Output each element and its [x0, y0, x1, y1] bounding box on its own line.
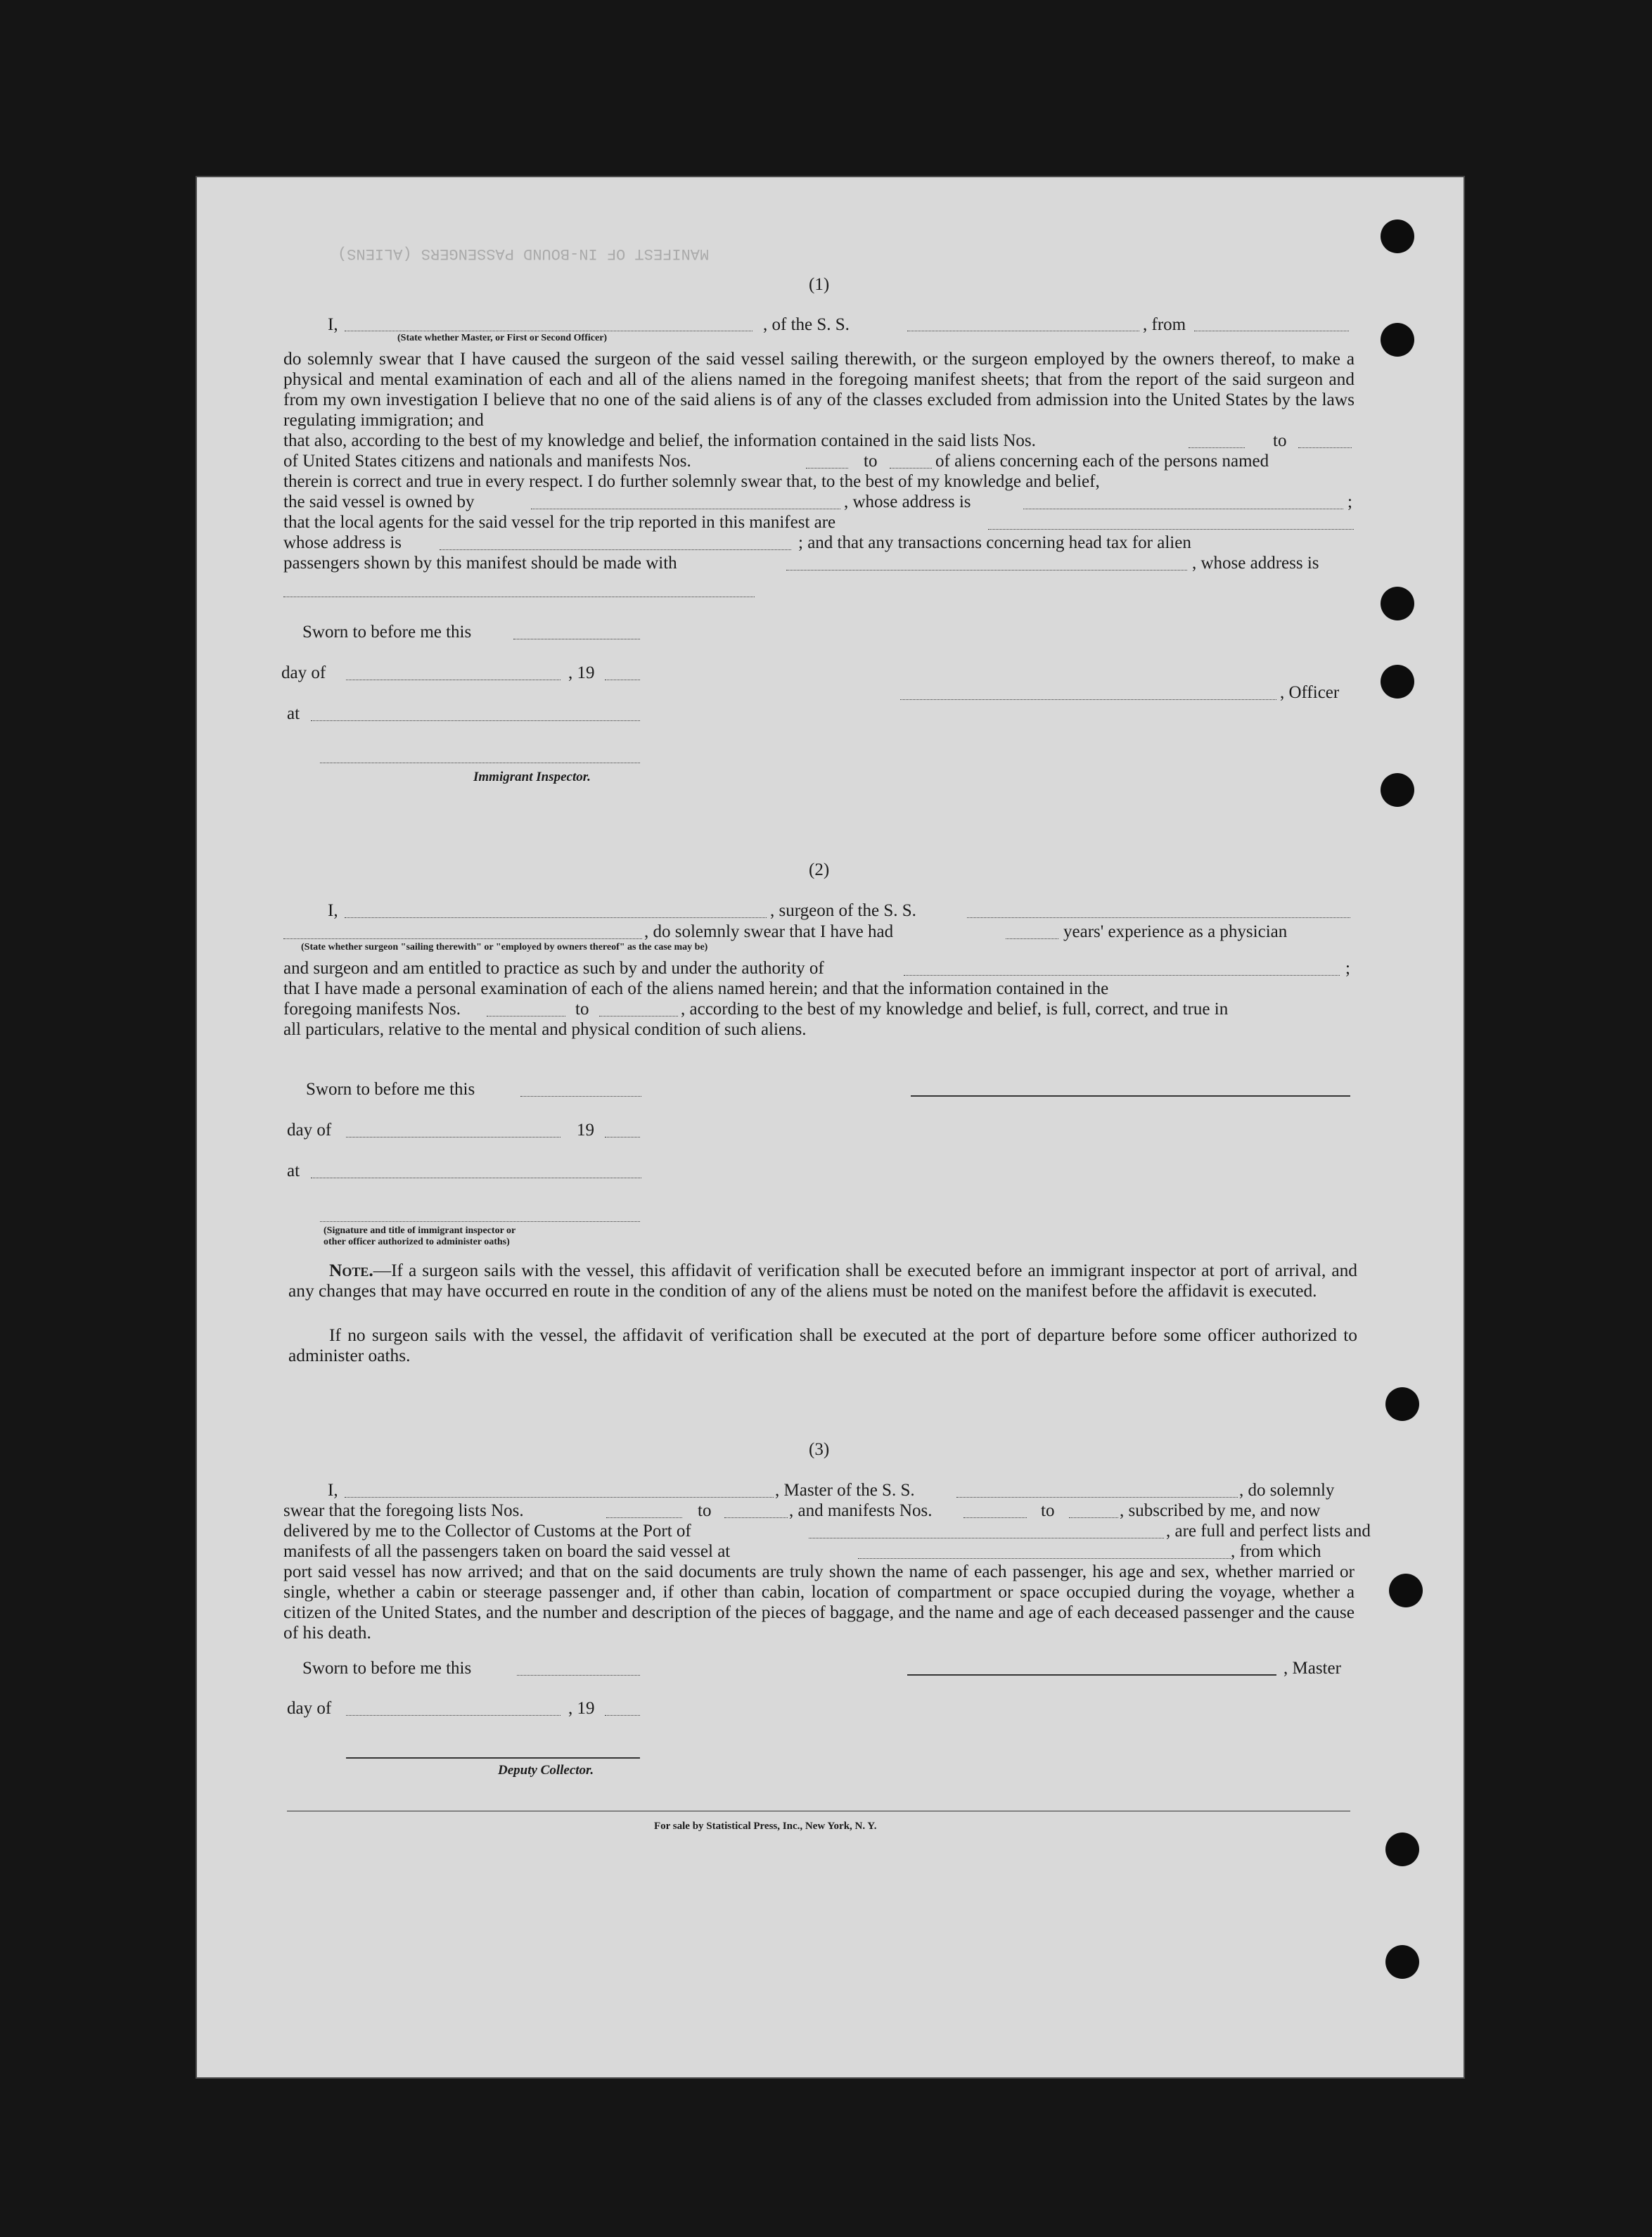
binder-hole: [1381, 323, 1414, 357]
local-agents-label: that the local agents for the said vessel for the trip reported in this manifest are: [283, 513, 836, 532]
surgeon-of-label: , surgeon of the S. S.: [770, 901, 916, 920]
of-ss-label: , of the S. S.: [763, 315, 850, 334]
lists-to-field[interactable]: [1298, 447, 1352, 448]
section-2-i: I,: [328, 901, 338, 920]
year-field-3[interactable]: [605, 1715, 640, 1716]
s3-lists-to-field[interactable]: [724, 1517, 788, 1518]
day-of-label-2: day of: [287, 1121, 332, 1140]
year-label-1: , 19: [568, 663, 595, 682]
bleed-through-header: MANIFEST OF IN-BOUND PASSENGERS (ALIENS): [338, 245, 710, 262]
manifests-from-field[interactable]: [806, 468, 848, 469]
boarding-port-field[interactable]: [858, 1558, 1231, 1559]
binder-hole: [1381, 587, 1414, 620]
binder-hole: [1385, 1387, 1419, 1421]
sworn-label-1: Sworn to before me this: [302, 623, 472, 642]
full-perfect-label: , are full and perfect lists and: [1166, 1522, 1371, 1541]
manifest-page: [196, 176, 1465, 2079]
foregoing-to-label: to: [575, 1000, 589, 1019]
signature-note-line-1: (Signature and title of immigrant inspector or: [324, 1225, 516, 1236]
inspector-signature-line-2[interactable]: [911, 1095, 1350, 1097]
signature-field-2[interactable]: [320, 1221, 640, 1222]
section-1-paragraph: do solemnly swear that I have caused the surgeon of the said vessel sailing therewith, or the surgeon employed by the owners thereof, to make a physical and mental examination of each and all of the aliens named in the foregoing manifest sheets; that from the report of the said surgeon and from my own investigation I believe that no one of the said aliens is of any of the classes excluded from admission into the United States by the laws regulating immigration; and: [283, 349, 1355, 430]
s3-manifests-to-label: to: [1041, 1501, 1055, 1520]
years-label: years' experience as a physician: [1063, 922, 1288, 941]
lists-to-label: to: [1273, 431, 1287, 450]
note-paragraph-2: If no surgeon sails with the vessel, the affidavit of verification shall be executed at the port of departure before some officer authorized to administer oaths.: [288, 1325, 1357, 1365]
surgeon-status-field[interactable]: [283, 938, 642, 939]
s3-lists-from-field[interactable]: [606, 1517, 682, 1518]
swear-lists-label: swear that the foregoing lists Nos.: [283, 1501, 524, 1520]
year-label-2: 19: [577, 1121, 594, 1140]
surgeon-name-field[interactable]: [345, 917, 767, 918]
section-1-i: I,: [328, 315, 338, 334]
deputy-collector-signature-line[interactable]: [346, 1757, 640, 1759]
master-signature-line[interactable]: [907, 1674, 1276, 1676]
s3-lists-to-label: to: [698, 1501, 712, 1520]
owner-address-label: , whose address is: [844, 492, 971, 511]
binder-hole: [1381, 219, 1414, 253]
master-vessel-field[interactable]: [956, 1497, 1238, 1498]
binder-hole: [1389, 1574, 1423, 1607]
section-3-i: I,: [328, 1481, 338, 1500]
sworn-label-2: Sworn to before me this: [306, 1080, 475, 1099]
at-label-2: at: [287, 1161, 300, 1180]
at-label-1: at: [287, 704, 300, 723]
note-paragraph: [288, 1261, 1357, 1301]
master-of-label: , Master of the S. S.: [775, 1481, 915, 1500]
officer-note: (State whether Master, or First or Second Officer): [397, 333, 608, 343]
lists-from-field[interactable]: [1189, 447, 1245, 448]
agents-address-label: whose address is: [283, 533, 402, 552]
sworn-label-3: Sworn to before me this: [302, 1659, 472, 1678]
printer-imprint: For sale by Statistical Press, Inc., New York, N. Y.: [654, 1821, 877, 1832]
foregoing-label: foregoing manifests Nos.: [283, 1000, 461, 1019]
owner-semicolon: ;: [1347, 492, 1352, 511]
passengers-label: passengers shown by this manifest should be made with: [283, 554, 677, 573]
year-label-3: , 19: [568, 1699, 595, 1718]
local-agents-field[interactable]: [988, 529, 1354, 530]
officer-label: , Officer: [1280, 683, 1340, 702]
owned-line: therein is correct and true in every respect. I do further solemnly swear that, to the best of my knowledge and belief,: [283, 472, 1100, 491]
binder-hole: [1385, 1945, 1419, 1979]
note-label: Note.: [329, 1261, 373, 1280]
authority-label: and surgeon and am entitled to practice as such by and under the authority of: [283, 959, 824, 978]
head-tax-contact-field[interactable]: [786, 570, 1187, 571]
surgeon-note: (State whether surgeon "sailing therewith" or "employed by owners thereof" as the case may be): [301, 942, 708, 952]
lists-line-c: of aliens concerning each of the persons named: [935, 452, 1269, 471]
immigrant-inspector-label: Immigrant Inspector.: [473, 770, 591, 784]
binder-hole: [1381, 773, 1414, 807]
years-experience-field[interactable]: [1006, 938, 1058, 939]
surgeon-vessel-field[interactable]: [967, 917, 1350, 918]
officer-signature-field[interactable]: [900, 699, 1276, 700]
agents-address-field[interactable]: [440, 549, 791, 550]
contact-address-label: , whose address is: [1192, 554, 1319, 573]
binder-hole: [1385, 1833, 1419, 1866]
section-1-number: (1): [809, 275, 830, 294]
from-which-label: , from which: [1231, 1542, 1321, 1561]
section-3-paragraph: port said vessel has now arrived; and that on the said documents are truly shown the name of each passenger, his age and sex, whether married or single, whether a cabin or steerage passenger and, if other than cabin, location of compartment or space occupied during the voyage, whether a citizen of the United States, and the number and description of the pieces of baggage, and the name and age of each deceased passenger and the cause of his death.: [283, 1562, 1355, 1643]
at-field-1[interactable]: [311, 720, 640, 721]
exam-line: that I have made a personal examination of each of the aliens named herein; and that the information contained in the: [283, 979, 1109, 998]
binder-hole: [1381, 665, 1414, 699]
day-of-field-3[interactable]: [346, 1715, 561, 1716]
deputy-collector-label: Deputy Collector.: [498, 1763, 594, 1778]
authority-semicolon: ;: [1345, 959, 1350, 978]
swear-label: , do solemnly swear that I have had: [644, 922, 894, 941]
delivered-label: delivered by me to the Collector of Customs at the Port of: [283, 1522, 691, 1541]
lists-line-b: of United States citizens and nationals and manifests Nos.: [283, 452, 691, 471]
s3-manifests-to-field[interactable]: [1069, 1517, 1118, 1518]
owned-by-label: the said vessel is owned by: [283, 492, 475, 511]
authority-field[interactable]: [904, 975, 1340, 976]
s3-manifests-from-field[interactable]: [963, 1517, 1027, 1518]
section-3-number: (3): [809, 1440, 830, 1459]
sworn-date-field-2[interactable]: [520, 1096, 641, 1097]
day-of-label-1: day of: [281, 663, 326, 682]
manifests-of-all-label: manifests of all the passengers taken on board the said vessel at: [283, 1542, 731, 1561]
do-solemnly-label: , do solemnly: [1239, 1481, 1335, 1500]
head-tax-label: ; and that any transactions concerning head tax for alien: [798, 533, 1191, 552]
lists-line-a: that also, according to the best of my knowledge and belief, the information contained in the said lists Nos.: [283, 431, 1036, 450]
master-label: , Master: [1283, 1659, 1341, 1678]
manifests-to-label: to: [864, 452, 878, 471]
subscribed-label: , subscribed by me, and now: [1120, 1501, 1321, 1520]
according-label: , according to the best of my knowledge and belief, is full, correct, and true in: [681, 1000, 1229, 1019]
from-label: , from: [1143, 315, 1186, 334]
day-of-label-3: day of: [287, 1699, 332, 1718]
manifests-to-field[interactable]: [890, 468, 932, 469]
sworn-date-field-3[interactable]: [517, 1675, 640, 1676]
note-text-1: —If a surgeon sails with the vessel, this affidavit of verification shall be executed before an immigrant inspector at port of arrival, and any changes that may have occurred en route in the condition of any of the aliens must be noted on the manifest before the affidavit is executed.: [288, 1261, 1357, 1301]
all-particulars-line: all particulars, relative to the mental and physical condition of such aliens.: [283, 1020, 807, 1039]
and-manifests-label: , and manifests Nos.: [789, 1501, 933, 1520]
section-2-number: (2): [809, 860, 830, 879]
master-name-field[interactable]: [345, 1497, 774, 1498]
signature-note-line-2: other officer authorized to administer oaths): [324, 1237, 510, 1247]
